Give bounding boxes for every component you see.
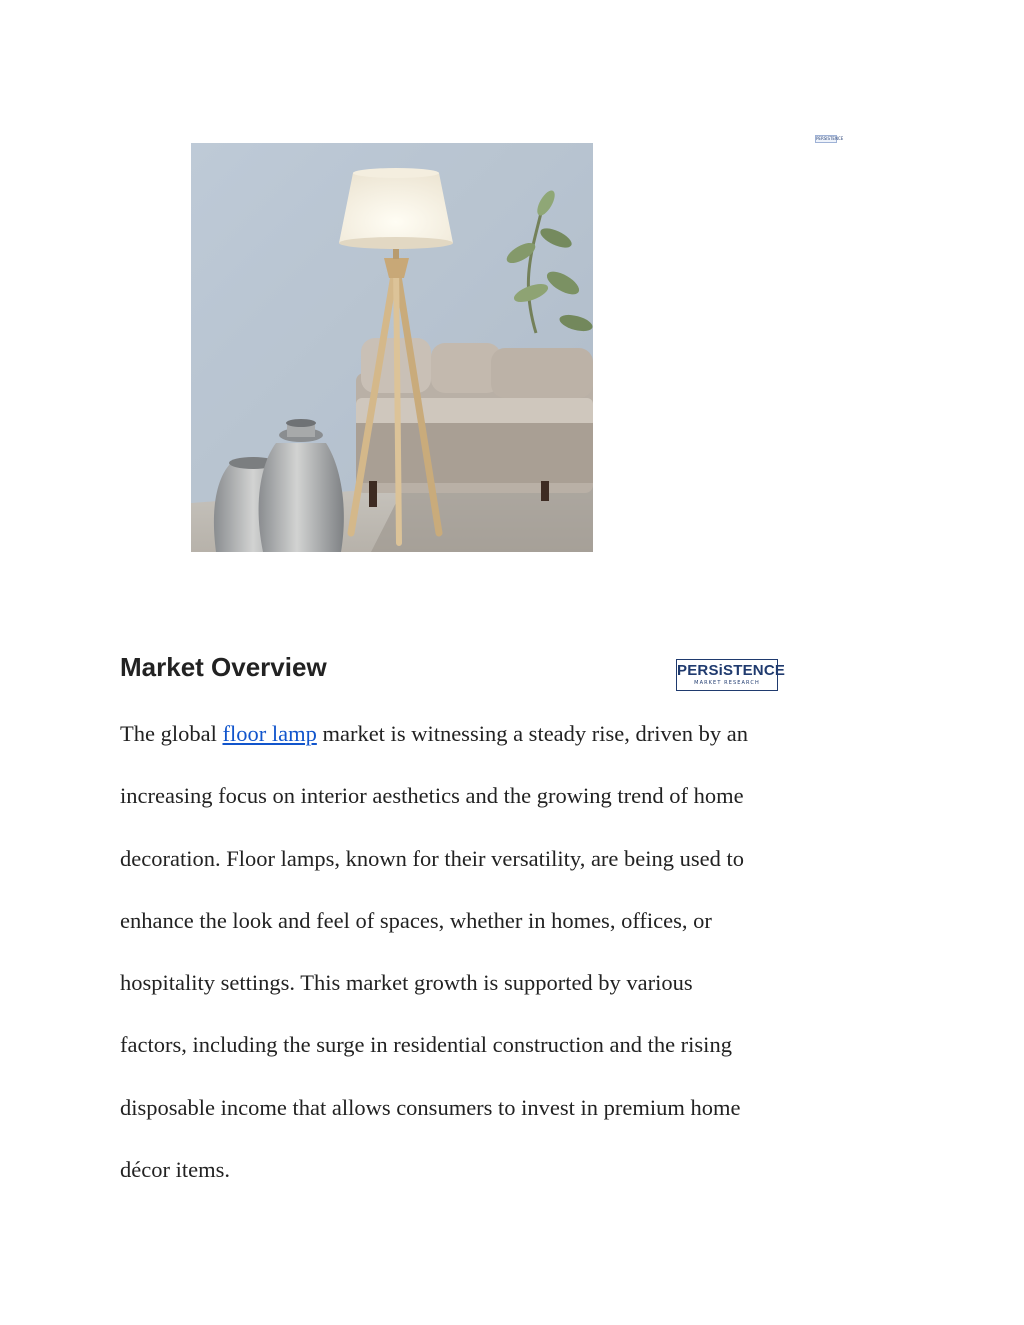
- logo-subtitle: MARKET RESEARCH: [694, 680, 760, 686]
- article-paragraph: [120, 703, 910, 1201]
- line1-text-before: The global: [120, 721, 223, 746]
- paragraph-line-7: disposable income that allows consumers to invest in premium home: [120, 1094, 741, 1120]
- paragraph-line-6: factors, including the surge in residential construction and the rising: [120, 1032, 732, 1058]
- paragraph-line-3: decoration. Floor lamps, known for their versatility, are being used to: [120, 845, 745, 871]
- persistence-logo: [672, 656, 786, 694]
- floor-lamp-illustration: [191, 143, 593, 552]
- section-heading: Market Overview: [120, 652, 327, 682]
- floor-lamp-link[interactable]: floor lamp: [222, 721, 317, 746]
- paragraph-line-4: enhance the look and feel of spaces, whether in homes, offices, or: [120, 907, 712, 933]
- paragraph-line-5: hospitality settings. This market growth is supported by various: [120, 970, 693, 996]
- paragraph-line-1: [120, 703, 910, 765]
- line1-text-after: market is witnessing a steady rise, driven by an: [316, 721, 748, 746]
- paragraph-line-8: décor items.: [120, 1157, 230, 1183]
- small-logo-badge: [815, 135, 844, 143]
- sofa: [356, 338, 593, 507]
- logo-wordmark: PERSiSTENCE: [677, 662, 786, 679]
- logo-frame: [676, 659, 786, 691]
- paragraph-line-2: increasing focus on interior aesthetics and the growing trend of home: [120, 783, 744, 809]
- small-logo-badge-text: PERSISTENCE: [816, 136, 844, 141]
